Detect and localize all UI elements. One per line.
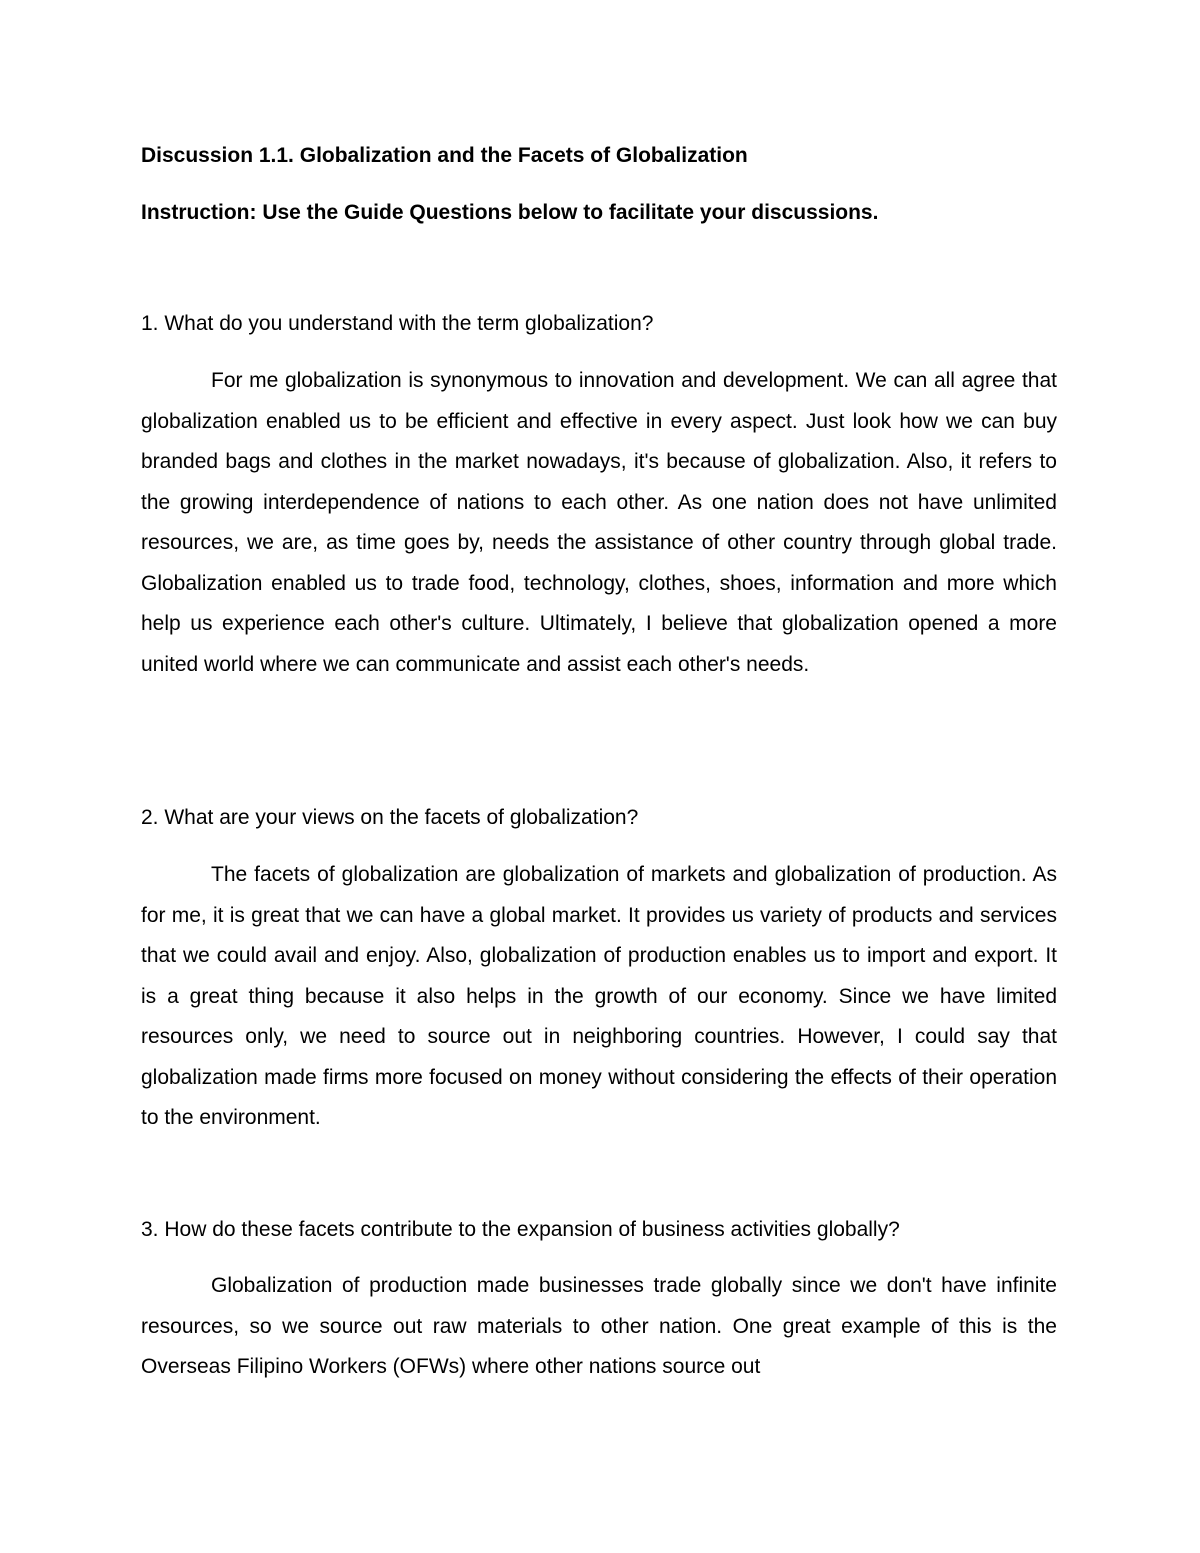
document-title: Discussion 1.1. Globalization and the Facets of Globalization bbox=[141, 144, 748, 167]
answer-3: Globalization of production made businesses trade globally since we don't have infinite resources, so we source out raw materials to other nation. One great example of this is the Overseas Filipino Workers (OFWs) where other nations source out bbox=[141, 1274, 1057, 1378]
question-1: 1. What do you understand with the term globalization? bbox=[141, 312, 654, 335]
answer-1: For me globalization is synonymous to innovation and development. We can all agree that globalization enabled us to be efficient and effective in every aspect. Just look how we can buy branded bags and clothes in the market nowadays, it's because of globalization. Also, it refers to the growing interdependence of nations to each other. As one nation does not have unlimited resources, we are, as time goes by, needs the assistance of other country through global trade. Globalization enabled us to trade food, technology, clothes, shoes, information and more which help us experience each other's culture. Ultimately, I believe that globalization opened a more united world where we can communicate and assist each other's needs. bbox=[141, 369, 1057, 676]
answer-2: The facets of globalization are globalization of markets and globalization of production. As for me, it is great that we can have a global market. It provides us variety of products and services that we could avail and enjoy. Also, globalization of production enables us to import and export. It is a great thing because it also helps in the growth of our economy. Since we have limited resources only, we need to source out in neighboring countries. However, I could say that globalization made firms more focused on money without considering the effects of their operation to the environment. bbox=[141, 863, 1057, 1129]
question-3: 3. How do these facets contribute to the expansion of business activities globally? bbox=[141, 1218, 900, 1241]
question-2: 2. What are your views on the facets of globalization? bbox=[141, 806, 639, 829]
instruction-text: Instruction: Use the Guide Questions below to facilitate your discussions. bbox=[141, 201, 879, 224]
